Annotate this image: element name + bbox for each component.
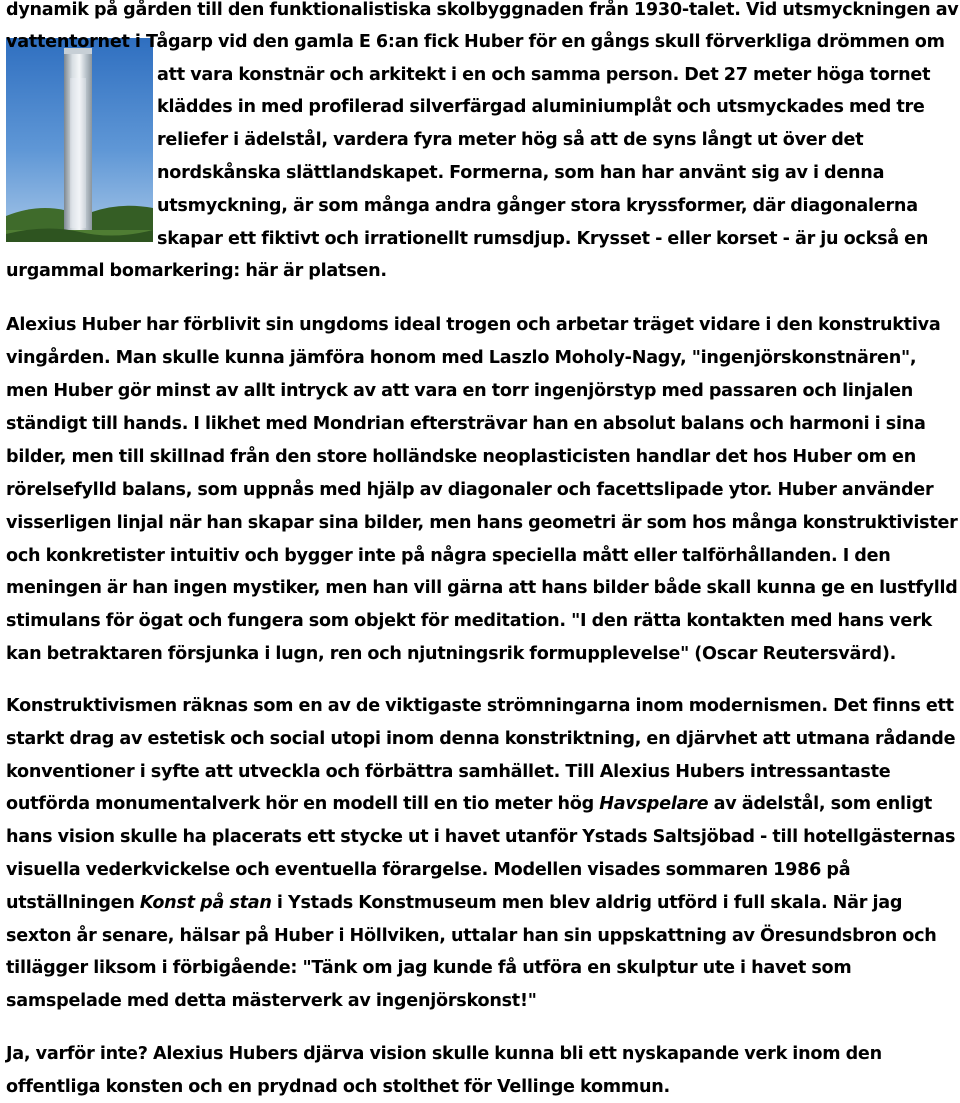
text-line: reliefer i ädelstål, vardera fyra meter hög så att de syns långt ut över det	[157, 130, 864, 150]
text-line: stimulans för ögat och fungera som objekt för meditation. "I den rätta kontakten med hans verk	[6, 611, 932, 631]
text-line	[6, 788, 932, 820]
text-line: skapar ett fiktivt och irrationellt rumsdjup. Krysset - eller korset - är ju också en	[157, 229, 929, 249]
text-span: utställningen	[6, 893, 140, 913]
text-line: Ja, varför inte? Alexius Hubers djärva vision skulle kunna bli ett nyskapande verk inom den	[6, 1044, 882, 1064]
text-line: hans vision skulle ha placerats ett stycke ut i havet utanför Ystads Saltsjöbad - till hotellgästernas	[6, 827, 956, 847]
text-line: visuella vederkvickelse och eventuella förargelse. Modellen visades sommaren 1986 på	[6, 860, 851, 880]
text-line: kläddes in med profilerad silverfärgad aluminiumplåt och utsmyckades med tre	[157, 97, 925, 117]
text-line: ständigt till hands. I likhet med Mondrian eftersträvar han en absolut balans och harmoni i sina	[6, 414, 926, 434]
text-line: bilder, men till skillnad från den store holländske neoplasticisten handlar det hos Huber om en	[6, 447, 916, 467]
text-span: av ädelstål, som enligt	[708, 794, 933, 814]
text-line: nordskånska slättlandskapet. Formerna, som han har använt sig av i denna	[157, 163, 885, 183]
text-line: samspelade med detta mästerverk av ingenjörskonst!"	[6, 991, 537, 1011]
text-line: och konkretister intuitiv och bygger inte på några speciella mått eller talförhållanden. I den	[6, 546, 891, 566]
text-line: men Huber gör minst av allt intryck av att vara en torr ingenjörstyp med passaren och linjalen	[6, 381, 914, 401]
text-line: vingården. Man skulle kunna jämföra honom med Laszlo Moholy-Nagy, "ingenjörskonstnären",	[6, 348, 917, 368]
text-line: rörelsefylld balans, som uppnås med hjälp av diagonaler och facettslipade ytor. Huber använder	[6, 480, 934, 500]
text-line: vattentornet i Tågarp vid den gamla E 6:an fick Huber för en gångs skull förverkliga drömmen om	[6, 32, 945, 52]
text-span: outförda monumentalverk hör en modell till en tio meter hög	[6, 794, 600, 814]
text-line: offentliga konsten och en prydnad och stolthet för Vellinge kommun.	[6, 1077, 670, 1097]
text-line: Konstruktivismen räknas som en av de viktigaste strömningarna inom modernismen. Det finns ett	[6, 696, 954, 716]
text-line: kan betraktaren försjunka i lugn, ren och njutningsrik formupplevelse" (Oscar Reutersvärd).	[6, 644, 897, 664]
text-line: utsmyckning, är som många andra gånger stora kryssformer, där diagonalerna	[157, 196, 918, 216]
artwork-title: Havspelare	[599, 794, 709, 814]
text-line	[6, 887, 902, 919]
text-span: i Ystads Konstmuseum men blev aldrig utförd i full skala. När jag	[271, 893, 903, 913]
text-line: konventioner i syfte att utveckla och förbättra samhället. Till Alexius Hubers intressantaste	[6, 762, 891, 782]
text-line: Alexius Huber har förblivit sin ungdoms ideal trogen och arbetar träget vidare i den konstruktiva	[6, 315, 941, 335]
text-line: urgammal bomarkering: här är platsen.	[6, 261, 387, 281]
exhibition-title: Konst på stan	[139, 893, 272, 913]
text-line: visserligen linjal när han skapar sina bilder, men hans geometri är som hos många konstruktivister	[6, 513, 958, 533]
text-line: meningen är han ingen mystiker, men han vill gärna att hans bilder både skall kunna ge en lustfylld	[6, 578, 958, 598]
text-line: starkt drag av estetisk och social utopi inom denna konstriktning, en djärvhet att utmana rådande	[6, 729, 956, 749]
text-line: sexton år senare, hälsar på Huber i Höllviken, uttalar han sin uppskattning av Öresundsbron och	[6, 926, 937, 946]
water-tower-photo	[6, 38, 153, 242]
text-line: dynamik på gården till den funktionalistiska skolbyggnaden från 1930-talet. Vid utsmyckningen av	[6, 0, 959, 20]
text-line: tillägger liksom i förbigående: "Tänk om jag kunde få utföra en skulptur ute i havet som	[6, 958, 852, 978]
text-line: att vara konstnär och arkitekt i en och samma person. Det 27 meter höga tornet	[157, 65, 931, 85]
